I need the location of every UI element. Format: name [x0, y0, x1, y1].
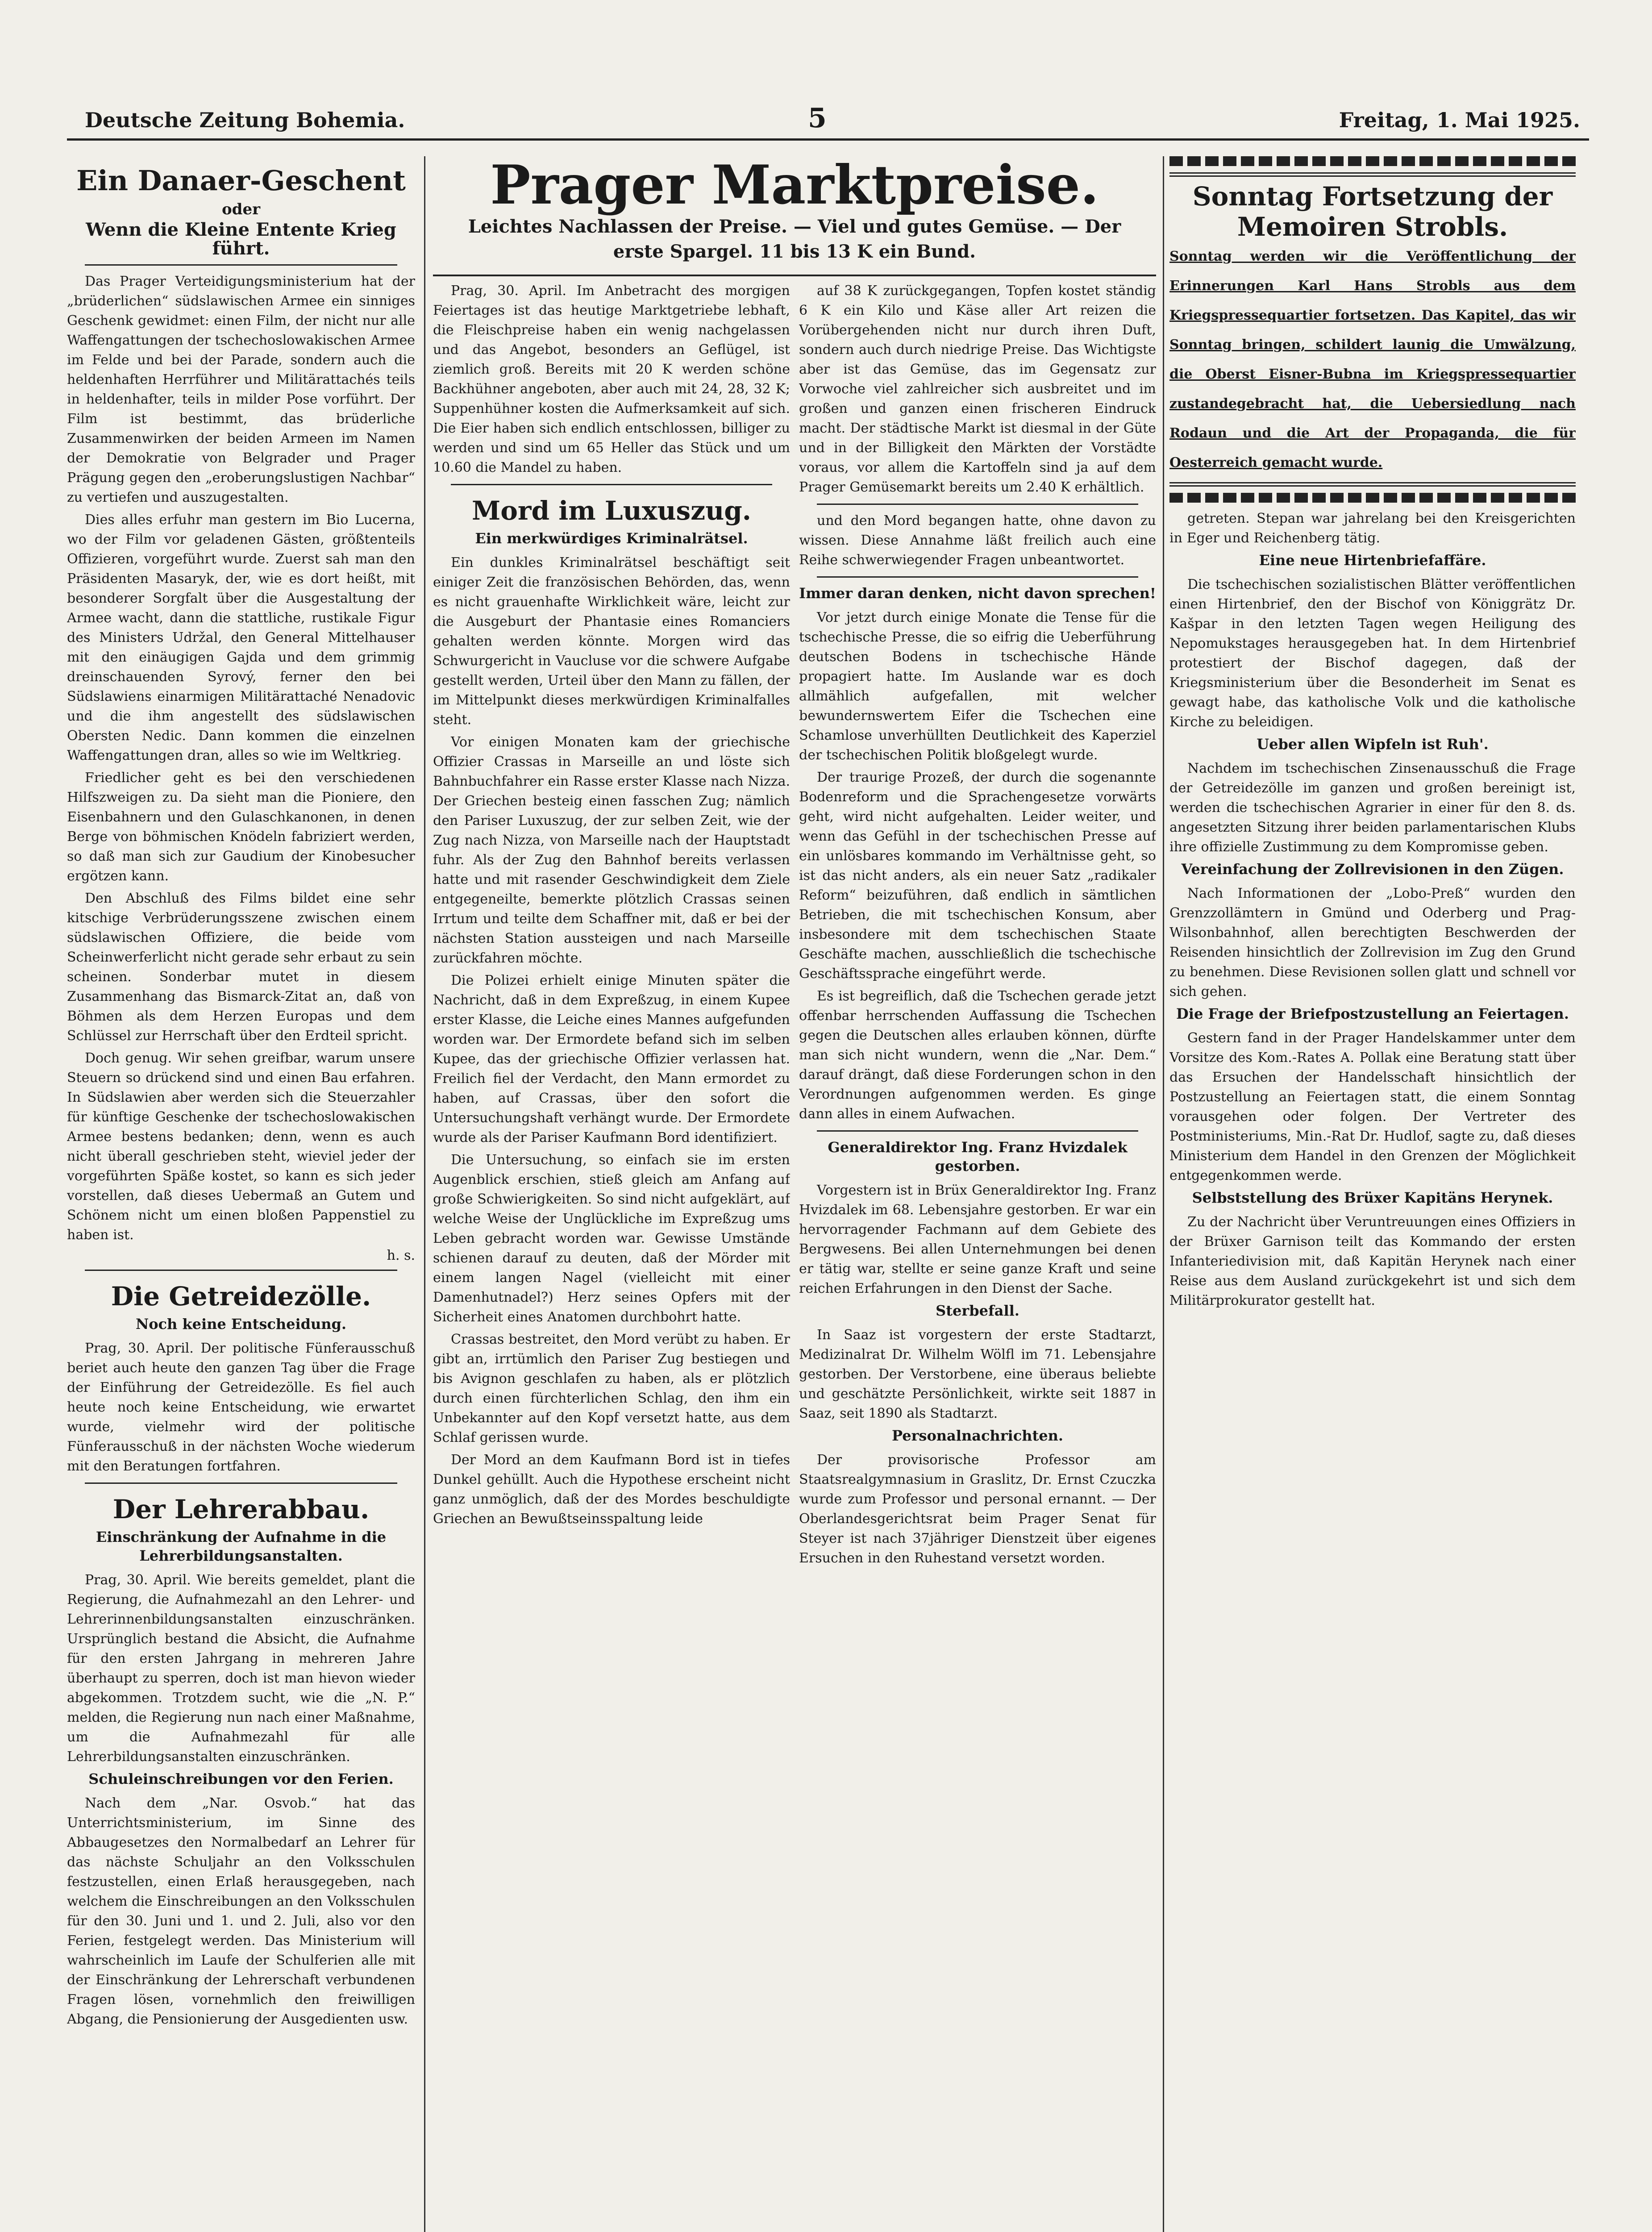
divider — [85, 264, 397, 266]
issue-date: Freitag, 1. Mai 1925. — [1339, 108, 1580, 132]
paragraph: Das Prager Verteidigungsministerium hat der „brüderlichen“ südslawischen Armee ein sinniges Geschenk gewidmet: einen Film, der nicht nur alle Waffengattungen der tschechoslowakischen Armee im Felde und bei der Parade, sondern auch die heldenhaften Herrführer und Militärattachés teils in heldenhafter, teils in milder Pose vorführt. Der Film ist bestimmt, das brüderliche Zusammenwirken der beiden Armeen im Namen der Demokratie von Belgrader und Prager Prägung gegen den „eroberungslustigen Nachbar“ zu vertiefen und auszugestalten. — [67, 274, 415, 505]
article-subtitle: Ein merkwürdiges Kriminalrätsel. — [475, 530, 748, 547]
section-heading: Immer daran denken, nicht davon sprechen! — [799, 585, 1156, 602]
article-title: Die Getreidezölle. — [111, 1281, 371, 1312]
paragraph: Prag, 30. April. Der politische Fünferausschuß beriet auch heute den ganzen Tag über die Frage der Einführung der Getreidezölle. Es fiel auch heute noch keine Entscheidung, wie erwartet wurde, vielmehr wird der politische Fünferausschuß in der nächsten Woche wiederum mit den Beratungen fortfahren. — [67, 1341, 415, 1474]
notice-body: Sonntag werden wir die Veröffentlichung der Erinnerungen Karl Hans Strobls aus dem Kriegspressequartier fortsetzen. Das Kapitel, das wir Sonntag bringen, schildert launig die Umwälzung, die Oberst Eisner-Bubna im Kriegspressequartier zustandegebracht hat, die Uebersiedlung nach Rodaun und die Art der Propaganda, die für Oesterreich gemacht wurde. — [1169, 249, 1576, 471]
section-heading: Die Frage der Briefpostzustellung an Feiertagen. — [1176, 1005, 1569, 1022]
market-title: Prager Marktpreise. — [490, 154, 1099, 217]
column-rule — [1163, 156, 1164, 2232]
paragraph: Der Mord an dem Kaufmann Bord ist in tiefes Dunkel gehüllt. Auch die Hypothese erscheint nicht ganz unmöglich, daß der des Mordes beschuldigte Griechen an Bewußtseinsspaltung leide — [433, 1452, 790, 1527]
column-2 — [433, 281, 790, 2232]
section-heading: Ueber allen Wipfeln ist Ruh'. — [1257, 736, 1489, 753]
article-subtitle: Einschränkung der Aufnahme in die Lehrerbildungsanstalten. — [96, 1528, 387, 1564]
divider — [817, 504, 1138, 505]
section-heading: Sterbefall. — [936, 1302, 1019, 1319]
article-title: Mord im Luxuszug. — [472, 496, 751, 526]
paragraph: Vor jetzt durch einige Monate die Tense für die tschechische Presse, die so eifrig die Ueberführung deutschen Bodens in tschechische Hände propagiert hatte. Im Auslande war es doch allmählich aufgefallen, mit welcher bewundernswertem Eifer die Tschechen eine Schamlose unverhüllten Deutlichkeit des Kaperziel der tschechischen Politik bloßgelegt wurde. — [799, 610, 1156, 763]
section-heading: Personalnachrichten. — [892, 1427, 1063, 1444]
section-heading: Selbststellung des Brüxer Kapitäns Herynek. — [1192, 1189, 1553, 1206]
paragraph: Crassas bestreitet, den Mord verübt zu haben. Er gibt an, irrtümlich den Pariser Zug bestiegen und bis Avignon geschlafen zu haben, als er plötzlich durch einen fürchterlichen Schlag, den ihm ein Unbekannter auf den Kopf versetzt hatte, aus dem Schlaf gerissen wurde. — [433, 1332, 790, 1445]
signature: h. s. — [387, 1248, 415, 1263]
section-heading: Generaldirektor Ing. Franz Hvizdalek gestorben. — [828, 1139, 1128, 1174]
paragraph: Gestern fand in der Prager Handelskammer unter dem Vorsitze des Kom.-Rates A. Pollak eine Beratung statt über das Ersuchen der Handelsschaft hinsichtlich der Postzustellung an Feiertagen statt, die einem Sonntag vorausgehen oder folgen. Der Vertreter des Postministeriums, Min.-Rat Dr. Hudlof, sagte zu, daß dieses Ministerium dem Handel in den Grenzen der Möglichkeit entgegenkommen werde. — [1169, 1030, 1576, 1183]
paragraph: Nach Informationen der „Lobo-Preß“ wurden den Grenzzollämtern in Gmünd und Oderberg und Prag-Wilsonbahnhof, allen berechtigten Beschwerden der Reisenden hinsichtlich der Zollrevision im Zug den Grund zu benehmen. Diese Revisionen sollen glatt und schnell vor sich gehen. — [1169, 886, 1576, 999]
paragraph: und den Mord begangen hatte, ohne davon zu wissen. Diese Annahme läßt freilich auch eine Reihe schwerwiegender Fragen unbeantwortet. — [799, 513, 1156, 568]
paragraph: Dies alles erfuhr man gestern im Bio Lucerna, wo der Film vor geladenen Gästen, größtenteils Offizieren, vorgeführt wurde. Zuerst sah man den Präsidenten Masaryk, der, wie es dort heißt, mit besonderer Sorgfalt über die Ausgestaltung der Armee wacht, dann die stattliche, rustikale Figur des Ministers Udržal, den General Mittelhauser mit den einäugigen Gajda und dem grimmig dreinschauenden Syrový, ferner den bei Südslawiens einarmigen Militärattaché Nenadovic und die ihm angestellt des südslawischen Obersten Nedic. Dann kommen die einzelnen Waffengattungen dran, alles so wie im Weltkrieg. — [67, 512, 415, 763]
section-heading: Eine neue Hirtenbriefaffäre. — [1259, 552, 1486, 569]
paragraph: Vorgestern ist in Brüx Generaldirektor Ing. Franz Hvizdalek im 68. Lebensjahre gestorben. Er war ein hervorragender Fachmann auf dem Gebiete des Bergwesens. Bei allen Unternehmungen bei denen er tätig war, stellte er seine ganze Kraft und seine reichen Erfahrungen in den Dienst der Sache. — [799, 1183, 1156, 1296]
decorative-border — [1169, 156, 1576, 166]
decorative-border — [1169, 493, 1576, 503]
market-subtitle: Leichtes Nachlassen der Preise. — Viel und gutes Gemüse. — Der erste Spargel. 11 bis 13 K ein Bund. — [468, 216, 1121, 262]
divider — [817, 1130, 1138, 1132]
paragraph: Die tschechischen sozialistischen Blätter veröffentlichen einen Hirtenbrief, den der Bischof von Königgrätz Dr. Kašpar in den letzten Tagen wegen Heiligung des Nepomukstages herausgegeben hat. In dem Hirtenbrief protestiert der Bischof dagegen, daß der Kriegsministerium über die Besonderheit im Senat es gewagt habe, das katholische Volk und die katholische Kirche zu beleidigen. — [1169, 577, 1576, 730]
article-subtitle: Wenn die Kleine Entente Krieg führt. — [86, 219, 396, 259]
paragraph: Den Abschluß des Films bildet eine sehr kitschige Verbrüderungsszene zwischen einem südslawischen Offiziere, die beide vom Scheinwerferlicht nicht gerade sehr erbaut zu sein scheinen. Sonderbar mutet in diesem Zusammenhang das Bismarck-Zitat an, daß von Böhmen als dem Herzen Europas und dem Schlüssel zur Herrschaft über den Erdteil spricht. — [67, 891, 415, 1044]
paragraph: getreten. Stepan war jahrelang bei den Kreisgerichten in Eger und Reichenberg tätig. — [1169, 511, 1576, 546]
paragraph: Friedlicher geht es bei den verschiedenen Hilfszweigen zu. Da sieht man die Pioniere, den Eisenbahnern und den Gulaschkanonen, in denen Berge von böhmischen Knödeln fabriziert werden, so daß man sich zur Gaudium der Kinobesucher ergötzen kann. — [67, 770, 415, 884]
paragraph: Der traurige Prozeß, der durch die sogenannte Bodenreform und die Sprachengesetze vorwärts geht, wird nicht aufgehalten. Leider weiter, und wenn das Gefühl in der tschechischen Presse auf ein unlösbares kommando im Verhältnisse geht, so ist das nicht anders, als ein neuer Satz „radikaler Reform“ beizuführen, daß endlich in sämtlichen Betrieben, die mit tschechischen Konsum, aber insbesondere mit dem tschechischen Staate Geschäfte machen, ausschließlich die tschechische Geschäftssprache eingeführt werde. — [799, 770, 1156, 982]
masthead — [67, 103, 1589, 141]
paragraph: Ein dunkles Kriminalrätsel beschäftigt seit einiger Zeit die französischen Behörden, das, wenn es nicht grauenhafte Wirklichkeit wäre, leicht zur die Ausgeburt der Phantasie eines Romanciers gehalten werden könnte. Morgen wird das Schwurgericht in Vaucluse vor die schwere Aufgabe gestellt werden, Urteil über den Mann zu fällen, der im Mittelpunkt dieses merkwürdigen Kriminalfalles steht. — [433, 555, 790, 728]
notice-title: Sonntag Fortsetzung der Memoiren Strobls. — [1192, 181, 1553, 242]
paragraph: Nach dem „Nar. Osvob.“ hat das Unterrichtsministerium, im Sinne des Abbaugesetzes den Normalbedarf an Lehrer für das nächste Schuljahr an den Volksschulen festzustellen, einen Erlaß herausgegeben, nach welchem die Einschreibungen an den Volksschulen für den 30. Juni und 1. und 2. Juli, also vor den Ferien, festgelegt werden. Das Ministerium will wahrscheinlich im Laufe der Schulferien alle mit der Einschränkung der Lehrerschaft verbundenen Fragen lösen, vornehmlich den freiwilligen Abgang, die Pensionierung der Ausgedienten usw. — [67, 1795, 415, 2027]
divider — [817, 576, 1138, 578]
paragraph: In Saaz ist vorgestern der erste Stadtarzt, Medizinalrat Dr. Wilhelm Wölfl im 71. Lebensjahre gestorben. Der Verstorbene, eine überaus beliebte und geschätzte Persönlichkeit, wirkte seit 1887 in Saaz, seit 1890 als Stadtarzt. — [799, 1327, 1156, 1421]
paragraph: Vor einigen Monaten kam der griechische Offizier Crassas in Marseille an und löste sich Bahnbuchfahrer ein Rasse erster Klasse nach Nizza. Der Griechen besteig einen fasschen Zug; nämlich den Pariser Luxuszug, der zur selben Zeit, wie der Zug nach Nizza, von Marseille nach der Hauptstadt fuhr. Als der Zug den Bahnhof bereits verlassen hatte und mit rasender Geschwindigkeit dem Ziele entgegeneilte, bemerkte plötzlich Crassas seinen Irrtum und teilte dem Schaffner mit, daß er bei der nächsten Station aussteigen und nach Marseille zurückfahren möchte. — [433, 734, 790, 966]
divider — [85, 1270, 397, 1271]
divider — [451, 484, 772, 485]
column-4 — [1169, 156, 1576, 2232]
divider — [433, 275, 1156, 276]
paragraph: Der provisorische Professor am Staatsrealgymnasium in Graslitz, Dr. Ernst Czuczka wurde zum Professor und personal ernannt. — Der Oberlandesgerichtsrat beim Prager Senat für Steyer ist nach 37jähriger Dienstzeit über eigenes Ersuchen in den Ruhestand versetzt worden. — [799, 1452, 1156, 1566]
paragraph: Die Untersuchung, so einfach sie im ersten Augenblick erschien, stieß gleich am Anfang auf große Schwierigkeiten. So sind nicht aufgeklärt, auf welche Weise der Unglückliche im Expreßzug ums Leben gebracht worden war. Gewisse Umstände schienen darauf zu deuten, daß der Mörder mit einem langen Nagel (vielleicht mit einer Damenhutnadel?) Herz seines Opfers mit der Sicherheit eines Anatomen durchbohrt hatte. — [433, 1152, 790, 1325]
newspaper-name: Deutsche Zeitung Bohemia. — [85, 108, 405, 132]
paragraph: Die Polizei erhielt einige Minuten später die Nachricht, daß in dem Expreßzug, in einem Kupee erster Klasse, die Leiche eines Mannes aufgefunden worden war. Der Ermordete befand sich im selben Kupee, das der griechische Offizier verlassen hat. Freilich fiel der Verdacht, den Mann ermordet zu haben, auf Crassas, über den sofort die Untersuchungshaft verhängt wurde. Der Ermordete wurde als der Pariser Kaufmann Bord identifiziert. — [433, 973, 790, 1145]
notice-box — [1169, 172, 1576, 487]
paragraph: auf 38 K zurückgegangen, Topfen kostet ständig 6 K ein Kilo und Käse aller Art reizen die Vorübergehenden nicht nur durch ihren Duft, sondern auch durch niedrige Preise. Das Wichtigste aber ist das Gemüse, das im Gegensatz zur Vorwoche viel zahlreicher sich ausbreitet und im großen und ganzen einen frischeren Eindruck macht. Der städtische Markt ist diesmal in der Güte und in der Billigkeit den Märkten der Vorstädte voraus, vor allem die Kartoffeln sind ja auf dem Prager Gemüsemarkt bereits um 2.40 K erhältlich. — [799, 283, 1156, 495]
column-1 — [67, 156, 415, 2232]
divider — [85, 1482, 397, 1484]
article-title: Ein Danaer-Geschent — [76, 164, 406, 197]
paragraph: Es ist begreiflich, daß die Tschechen gerade jetzt offenbar herrschenden Auffassung die Tschechen gegen die Deutschen alles erlauben können, dürfte man sich nicht wundern, wenn die „Nar. Dem.“ darauf drängt, daß diese Forderungen schon in den Verordnungen aufgenommen werden. Es ginge dann alles in einem Aufwachen. — [799, 988, 1156, 1122]
article-oder: oder — [222, 200, 260, 218]
paragraph: Doch genug. Wir sehen greifbar, warum unsere Steuern so drückend sind und einen Bau erfahren. In Südslawien aber werden sich die Steuerzahler für künftige Geschenke der tschechoslowakischen Armee bestens bedanken; denn, wenn es auch nicht überall geschrieben steht, wieviel jeder der vorgeführten Späße kostet, so kann es sich jeder vorstellen, daß dieses Uebermaß an Gutem und Schönem nicht um einen bloßen Pappenstiel zu haben ist. — [67, 1050, 415, 1243]
newspaper-page — [67, 103, 1589, 2232]
page-number: 5 — [808, 103, 827, 134]
paragraph: Prag, 30. April. Im Anbetracht des morgigen Feiertages ist das heutige Marktgetriebe lebhaft, die Fleischpreise haben ein wenig nachgelassen und das Angebot, besonders an Geflügel, ist ziemlich groß. Bereits mit 20 K werden schöne Backhühner angeboten, aber auch mit 24, 28, 32 K; Suppenhühner kosten die Aufmerksamkeit auf sich. Die Eier haben sich endlich entschlossen, billiger zu werden und sind um 65 Heller das Stück und um 10.60 die Mandel zu haben. — [433, 283, 790, 475]
paragraph: Zu der Nachricht über Veruntreuungen eines Offiziers in der Brüxer Garnison teilt das Kommando der ersten Infanteriedivision mit, daß Kapitän Herynek nach einer Reise aus dem Ausland zurückgekehrt ist und sich dem Militärprokurator gestellt hat. — [1169, 1214, 1576, 1308]
column-rule — [424, 156, 425, 2232]
column-3 — [799, 281, 1156, 2232]
paragraph: Prag, 30. April. Wie bereits gemeldet, plant die Regierung, die Aufnahmezahl an den Lehrer- und Lehrerinnenbildungsanstalten einzuschränken. Ursprünglich bestand die Absicht, die Aufnahme für den ersten Jahrgang in mehreren Jahre überhaupt zu sperren, doch ist man hievon wieder abgekommen. Trotzdem sucht, wie die „N. P.“ melden, die Regierung nun nach einer Maßnahme, um die Aufnahmezahl für alle Lehrerbildungsanstalten einzuschränken. — [67, 1572, 415, 1765]
section-heading: Vereinfachung der Zollrevisionen in den Zügen. — [1181, 861, 1564, 878]
article-subtitle: Noch keine Entscheidung. — [135, 1316, 347, 1333]
section-heading: Schuleinschreibungen vor den Ferien. — [88, 1770, 394, 1787]
article-title: Der Lehrerabbau. — [112, 1494, 370, 1524]
paragraph: Nachdem im tschechischen Zinsenausschuß die Frage der Getreidezölle im ganzen und großen bereinigt ist, werden die tschechischen Agrarier in einer für den 8. ds. angesetzten Sitzung ihrer beiden parlamentarischen Klubs ihre offizielle Zustimmung zu dem Kompromisse geben. — [1169, 761, 1576, 855]
